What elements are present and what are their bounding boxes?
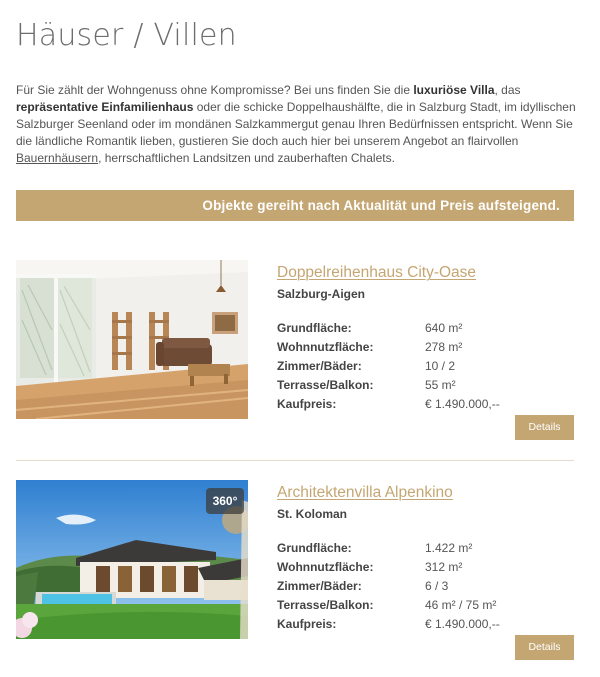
spec-value: € 1.490.000,-- bbox=[425, 616, 500, 631]
intro-text-part: , das bbox=[494, 83, 521, 97]
spec-value: 640 m² bbox=[425, 320, 463, 335]
living-room-image bbox=[16, 260, 248, 419]
bauernhaeuser-link[interactable]: Bauernhäusern bbox=[16, 151, 99, 165]
intro-text bbox=[16, 82, 586, 167]
intro-highlight-villa: luxuriöse Villa bbox=[413, 83, 495, 97]
listing-location: St. Koloman bbox=[277, 507, 348, 521]
spec-value: 312 m² bbox=[425, 559, 463, 574]
intro-text-part: , herrschaftlichen Landsitzen und zauberhaften Chalets. bbox=[98, 151, 395, 165]
spec-label: Kaufpreis: bbox=[277, 396, 337, 411]
spec-row bbox=[277, 614, 574, 633]
spec-value: 1.422 m² bbox=[425, 540, 473, 555]
spec-row bbox=[277, 318, 574, 337]
listing-specs bbox=[277, 318, 574, 413]
sort-info-bar: Objekte gereiht nach Aktualität und Preis aufsteigend. bbox=[16, 190, 574, 221]
spec-label: Grundfläche: bbox=[277, 540, 352, 555]
spec-value: 6 / 3 bbox=[425, 578, 449, 593]
spec-value: 46 m² / 75 m² bbox=[425, 597, 497, 612]
listing-card bbox=[16, 260, 574, 442]
listing-info bbox=[277, 480, 574, 633]
spec-label: Zimmer/Bäder: bbox=[277, 358, 362, 373]
spec-row bbox=[277, 576, 574, 595]
spec-row bbox=[277, 356, 574, 375]
intro-highlight-einfamilienhaus: repräsentative Einfamilienhaus bbox=[16, 100, 194, 114]
spec-label: Wohnnutzfläche: bbox=[277, 339, 374, 354]
intro-text-part: oder die schicke Doppelhaushälfte, die in Salzburg Stadt, im idyllischen Salzburger Seenland oder im mondänen Salzkammergut genau Ihren Bedürfnissen entspricht. Wenn Sie die ländliche Romantik lieben, gustieren Sie doch auch hier bei unserem Angebot an flairvollen bbox=[16, 100, 576, 148]
page-title: Häuser / Villen bbox=[16, 18, 237, 53]
spec-label: Grundfläche: bbox=[277, 320, 352, 335]
details-button[interactable]: Details bbox=[515, 415, 574, 440]
intro-text-part: Für Sie zählt der Wohngenuss ohne Kompromisse? Bei uns finden Sie die bbox=[16, 83, 414, 97]
spec-row bbox=[277, 595, 574, 614]
listing-location: Salzburg-Aigen bbox=[277, 287, 366, 301]
listing-title-link[interactable]: Doppelreihenhaus City-Oase bbox=[277, 264, 477, 281]
spec-label: Terrasse/Balkon: bbox=[277, 377, 374, 392]
spec-row bbox=[277, 375, 574, 394]
spec-value: 55 m² bbox=[425, 377, 456, 392]
spec-row bbox=[277, 394, 574, 413]
spec-row bbox=[277, 557, 574, 576]
spec-label: Wohnnutzfläche: bbox=[277, 559, 374, 574]
listing-specs bbox=[277, 538, 574, 633]
spec-row bbox=[277, 538, 574, 557]
360-view-badge[interactable]: 360° bbox=[206, 488, 244, 514]
spec-label: Kaufpreis: bbox=[277, 616, 337, 631]
details-button[interactable]: Details bbox=[515, 635, 574, 660]
listing-divider bbox=[16, 460, 574, 461]
spec-value: 278 m² bbox=[425, 339, 463, 354]
spec-label: Terrasse/Balkon: bbox=[277, 597, 374, 612]
spec-value: 10 / 2 bbox=[425, 358, 456, 373]
listing-title-link[interactable]: Architektenvilla Alpenkino bbox=[277, 484, 453, 501]
listing-card bbox=[16, 480, 574, 662]
spec-value: € 1.490.000,-- bbox=[425, 396, 500, 411]
listing-photo-interior[interactable] bbox=[16, 260, 248, 419]
spec-row bbox=[277, 337, 574, 356]
spec-label: Zimmer/Bäder: bbox=[277, 578, 362, 593]
listing-photo-exterior[interactable] bbox=[16, 480, 248, 639]
listing-info bbox=[277, 260, 574, 413]
